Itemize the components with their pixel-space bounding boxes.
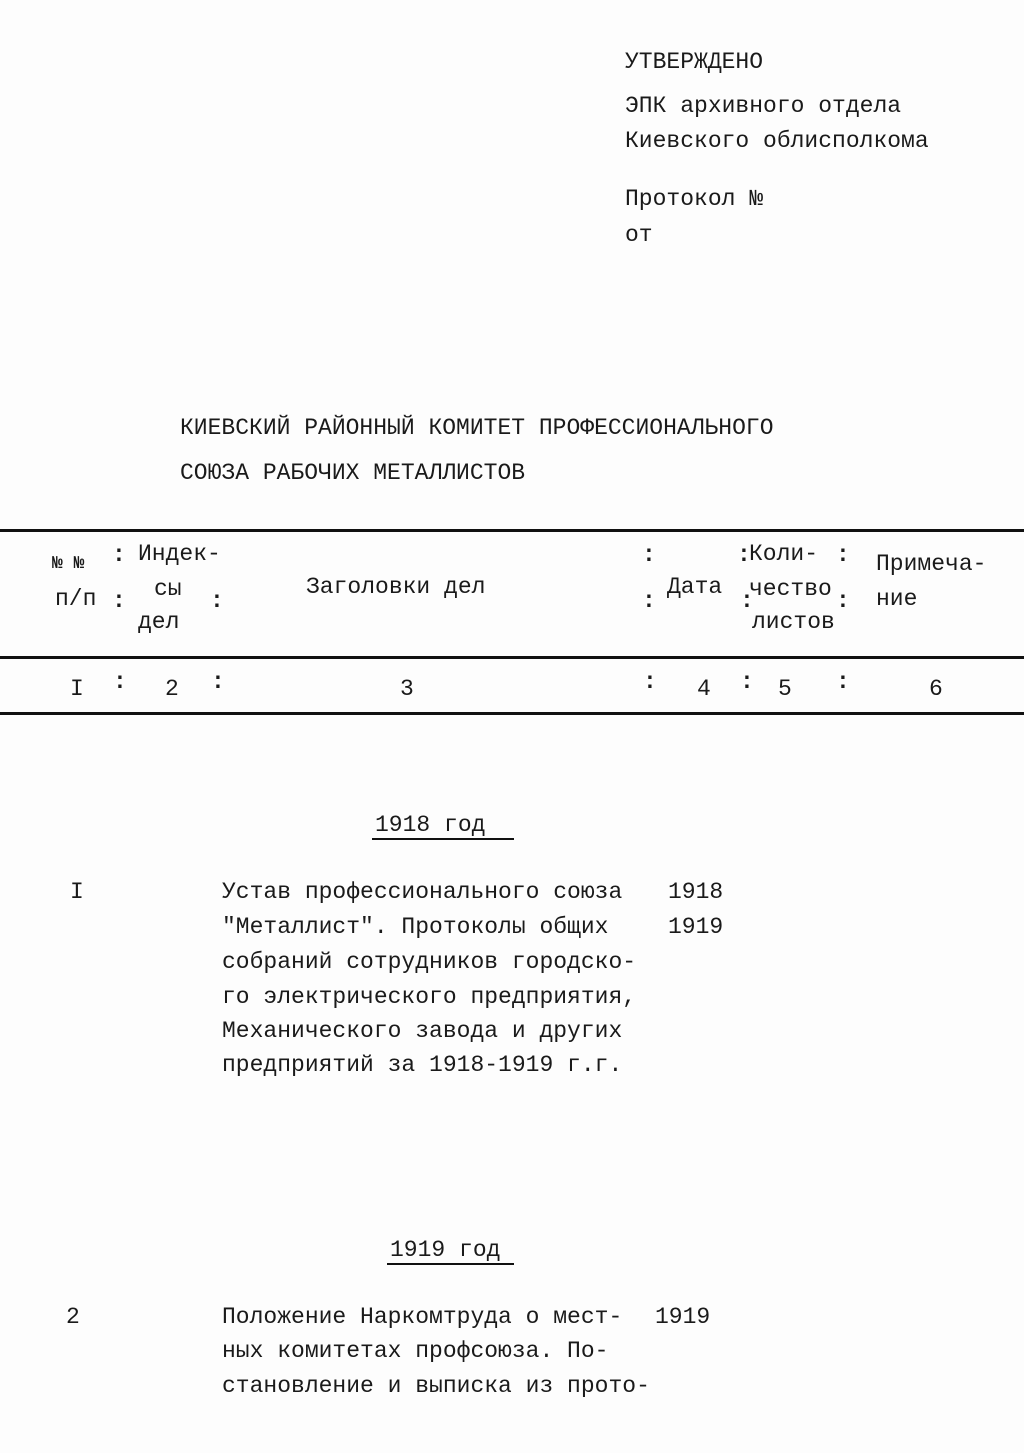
entry-date: 1919 (668, 914, 724, 940)
entry-date: 1918 (668, 879, 724, 905)
column-separator: : (112, 542, 126, 568)
column-number: 6 (929, 676, 943, 702)
year-heading-underline (387, 1263, 514, 1265)
header-count-line-1: Коли- (749, 541, 819, 567)
column-number: 2 (165, 676, 179, 702)
header-count-line-3: листов (752, 609, 835, 635)
header-index-line-2: сы (154, 576, 182, 602)
entry-title-line: "Металлист". Протоколы общих (222, 914, 609, 940)
column-number: 4 (697, 676, 711, 702)
column-separator: : (740, 669, 754, 695)
entry-title-line: ных комитетах профсоюза. По- (222, 1338, 609, 1364)
table-bottom-rule (0, 712, 1024, 715)
column-number: 3 (400, 676, 414, 702)
header-note-line-2: ние (876, 586, 918, 612)
year-heading-1918: 1918 год (375, 812, 486, 838)
column-separator: : (643, 669, 657, 695)
protocol-number: Протокол № (625, 186, 764, 212)
header-index-line-3: дел (138, 609, 180, 635)
column-separator: : (737, 542, 751, 568)
approval-heading: УТВЕРЖДЕНО (625, 49, 764, 75)
column-separator: : (836, 588, 850, 614)
protocol-date: от (625, 222, 653, 248)
year-heading-underline (372, 838, 514, 840)
column-separator: : (113, 669, 127, 695)
header-count-line-2: чество (749, 576, 832, 602)
column-separator: : (740, 588, 754, 614)
column-number: I (70, 676, 84, 702)
header-num-line-2: п/п (55, 586, 97, 612)
entry-title-line: собраний сотрудников городско- (222, 949, 637, 975)
entry-title-line: Устав профессионального союза (222, 879, 623, 905)
year-heading-1919: 1919 год (390, 1237, 501, 1263)
column-separator: : (642, 542, 656, 568)
approval-line-1: ЭПК архивного отдела (625, 93, 902, 119)
entry-title-line: становление и выписка из прото- (222, 1373, 650, 1399)
header-date: Дата (667, 574, 723, 600)
document-title-line-2: СОЮЗА РАБОЧИХ МЕТАЛЛИСТОВ (180, 460, 526, 486)
column-number: 5 (778, 676, 792, 702)
column-separator: : (210, 588, 224, 614)
column-separator: : (836, 669, 850, 695)
approval-line-2: Киевского облисполкома (625, 128, 929, 154)
entry-title-line: Механического завода и других (222, 1018, 623, 1044)
column-separator: : (836, 542, 850, 568)
table-header-rule (0, 656, 1024, 659)
entry-number: I (70, 879, 84, 905)
column-separator: : (642, 588, 656, 614)
header-note-line-1: Примеча- (876, 551, 987, 577)
column-separator: : (112, 588, 126, 614)
header-index-line-1: Индек- (138, 541, 221, 567)
entry-title-line: Положение Наркомтруда о мест- (222, 1304, 623, 1330)
entry-title-line: го электрического предприятия, (222, 984, 637, 1010)
entry-title-line: предприятий за 1918-1919 г.г. (222, 1052, 623, 1078)
table-top-rule (0, 529, 1024, 532)
entry-date: 1919 (655, 1304, 711, 1330)
entry-number: 2 (66, 1304, 80, 1330)
header-num-line-1: № № (52, 554, 85, 574)
column-separator: : (211, 669, 225, 695)
document-title-line-1: КИЕВСКИЙ РАЙОННЫЙ КОМИТЕТ ПРОФЕССИОНАЛЬНОГО (180, 415, 774, 441)
header-title: Заголовки дел (306, 574, 486, 600)
